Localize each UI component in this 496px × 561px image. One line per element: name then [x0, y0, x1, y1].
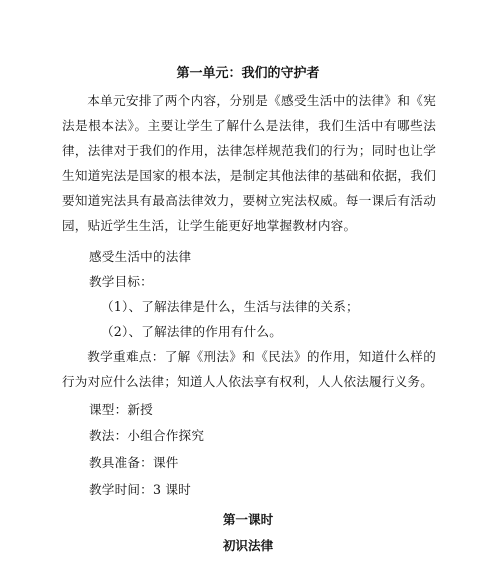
- goal-item-1: （1）、了解法律是什么，生活与法律的关系；: [101, 299, 359, 314]
- teaching-time: 教学时间：3 课时: [89, 482, 191, 497]
- key-points-paragraph: 教学重难点：了解《刑法》和《民法》的作用，知道什么样的行为对应什么法律；知道人人依法享有权利，人人依法履行义务。: [62, 349, 436, 389]
- lesson-name: 感受生活中的法律: [89, 249, 192, 264]
- intro-paragraph: 本单元安排了两个内容，分别是《感受生活中的法律》和《宪法是根本法》。主要让学生了解什么是法律，我们生活中有哪些法律，法律对于我们的作用，法律怎样规范我们的行为；同时也让学生知道宪法是国家的根本法，是制定其他法律的基础和依据，我们要知道宪法具有最高法律效力，要树立宪法权威。每一课后有活动园，贴近学生生活，让学生能更好地掌握教材内容。: [62, 93, 436, 233]
- period-heading: 第一课时: [222, 512, 274, 527]
- section-heading: 初识法律: [222, 538, 274, 553]
- teaching-method: 教法：小组合作探究: [89, 428, 205, 443]
- goal-item-2: （2）、了解法律的作用有什么。: [101, 324, 283, 339]
- document-title: 第一单元：我们的守护者: [176, 66, 320, 81]
- course-type: 课型：新授: [89, 402, 153, 417]
- teaching-materials: 教具准备：课件: [89, 455, 179, 470]
- goals-label: 教学目标：: [89, 274, 153, 289]
